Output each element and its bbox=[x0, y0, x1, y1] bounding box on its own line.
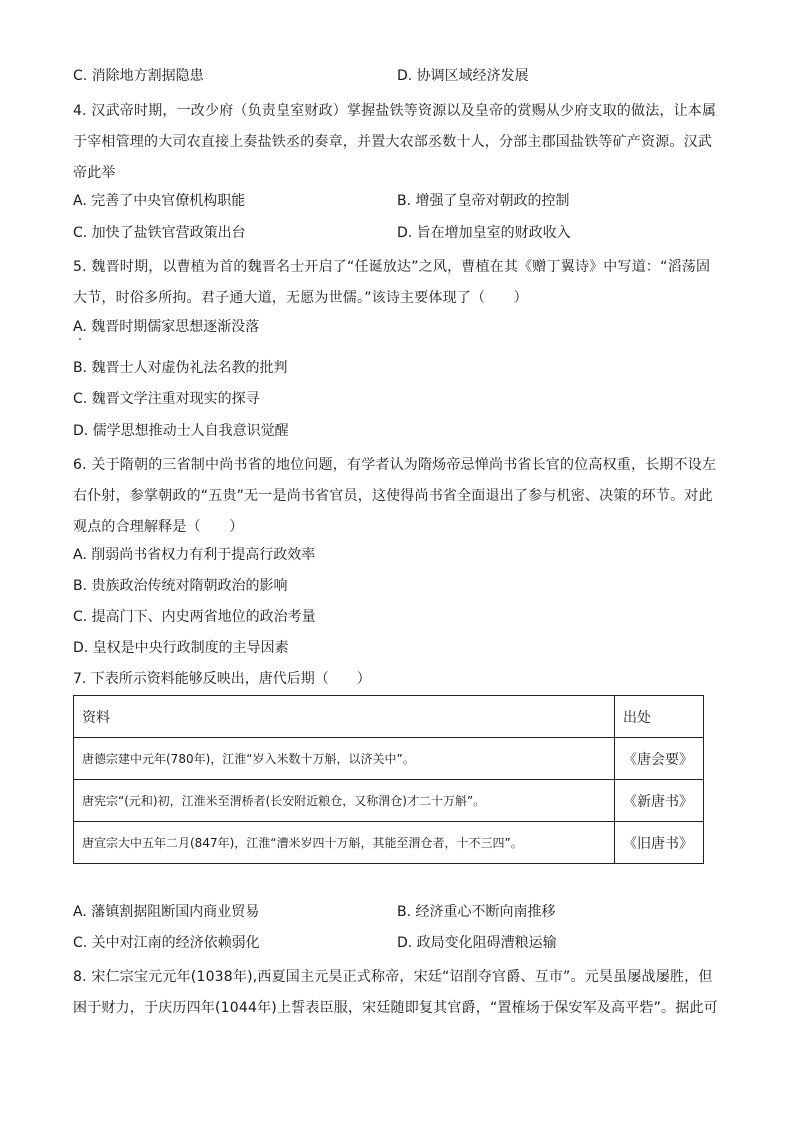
table-cell: 唐德宗建中元年(780年)，江淮“岁入米数十万斛，以济关中”。 bbox=[74, 738, 615, 780]
q6-option-c: C. 提高门下、内史两省地位的政治考量 bbox=[73, 609, 316, 625]
table-cell: 唐宣宗大中五年二月(847年)，江淮“漕米岁四十万斛，其能至渭仓者，十不三四”。 bbox=[74, 822, 615, 864]
q4-stem: 4. 汉武帝时期，一改少府（负责皇室财政）掌握盐铁等资源以及皇帝的赏赐从少府支取的做法，让本属于宰相管理的大司农直接上奏盐铁丞的奏章，并置大农部丞数十人，分部主郡国盐铁等矿产资源。汉武帝此举 bbox=[73, 103, 717, 181]
q4-option-c: C. 加快了盐铁官营政策出台 bbox=[73, 225, 246, 241]
q6-option-d: D. 皇权是中央行政制度的主导因素 bbox=[73, 640, 289, 656]
q8-stem: 8. 宋仁宗宝元元年(1038年),西夏国主元昊正式称帝，宋廷“诏削夺官爵、互市”。元昊虽屡战屡胜，但困于财力，于庆历四年(1044年)上誓表臣服，宋廷随即复其官爵，“置榷场于保安军及高平砦”。据此可 bbox=[73, 969, 718, 1016]
q5-option-a: A. 魏晋时期儒家思想逐渐没落 bbox=[73, 319, 260, 335]
q5-option-c: C. 魏晋文学注重对现实的探寻 bbox=[73, 391, 260, 407]
table-cell: 唐宪宗“(元和)初，江淮米至渭桥者(长安附近粮仓，又称渭仓)才二十万斛”。 bbox=[74, 780, 615, 822]
stray-dot bbox=[79, 338, 81, 340]
source-table bbox=[73, 695, 704, 864]
q5-option-b: B. 魏晋士人对虚伪礼法名教的批判 bbox=[73, 360, 288, 376]
q7-option-c: C. 关中对江南的经济依赖弱化 bbox=[73, 935, 260, 951]
q7-stem: 7. 下表所示资料能够反映出，唐代后期（ ） bbox=[73, 671, 371, 687]
q4-option-b: B. 增强了皇帝对朝政的控制 bbox=[397, 193, 570, 209]
q4-option-d: D. 旨在增加皇室的财政收入 bbox=[397, 225, 571, 241]
table-row bbox=[74, 738, 704, 780]
q5-stem: 5. 魏晋时期，以曹植为首的魏晋名士开启了“任诞放达”之风，曹植在其《赠丁翼诗》中写道：“滔荡固大节，时俗多所拘。君子通大道，无愿为世儒。”该诗主要体现了（ ） bbox=[73, 259, 711, 306]
table-row bbox=[74, 822, 704, 864]
q5-option-d: D. 儒学思想推动士人自我意识觉醒 bbox=[73, 423, 289, 439]
q4-option-a: A. 完善了中央官僚机构职能 bbox=[73, 193, 246, 209]
q6-option-a: A. 削弱尚书省权力有利于提高行政效率 bbox=[73, 547, 316, 563]
q6-stem: 6. 关于隋朝的三省制中尚书省的地位问题，有学者认为隋炀帝忌惮尚书省长官的位高权重，长期不设左右仆射，参掌朝政的“五贵”无一是尚书省官员，这使得尚书省全面退出了参与机密、决策的环节。对此观点的合理解释是（ ） bbox=[73, 457, 717, 535]
table-cell: 《新唐书》 bbox=[615, 780, 704, 822]
table-cell: 《唐会要》 bbox=[615, 738, 704, 780]
q3-option-c: C. 消除地方割据隐患 bbox=[73, 68, 204, 84]
table-row bbox=[74, 780, 704, 822]
q7-option-d: D. 政局变化阻碍漕粮运输 bbox=[397, 935, 557, 951]
q3-option-d: D. 协调区域经济发展 bbox=[397, 68, 529, 84]
q6-option-b: B. 贵族政治传统对隋朝政治的影响 bbox=[73, 578, 288, 594]
q7-option-b: B. 经济重心不断向南推移 bbox=[397, 904, 556, 920]
table-cell: 《旧唐书》 bbox=[615, 822, 704, 864]
table-header-cell: 出处 bbox=[615, 696, 704, 738]
table-header-row bbox=[74, 696, 704, 738]
q7-option-a: A. 藩镇割据阻断国内商业贸易 bbox=[73, 904, 260, 920]
table-header-cell: 资料 bbox=[74, 696, 615, 738]
